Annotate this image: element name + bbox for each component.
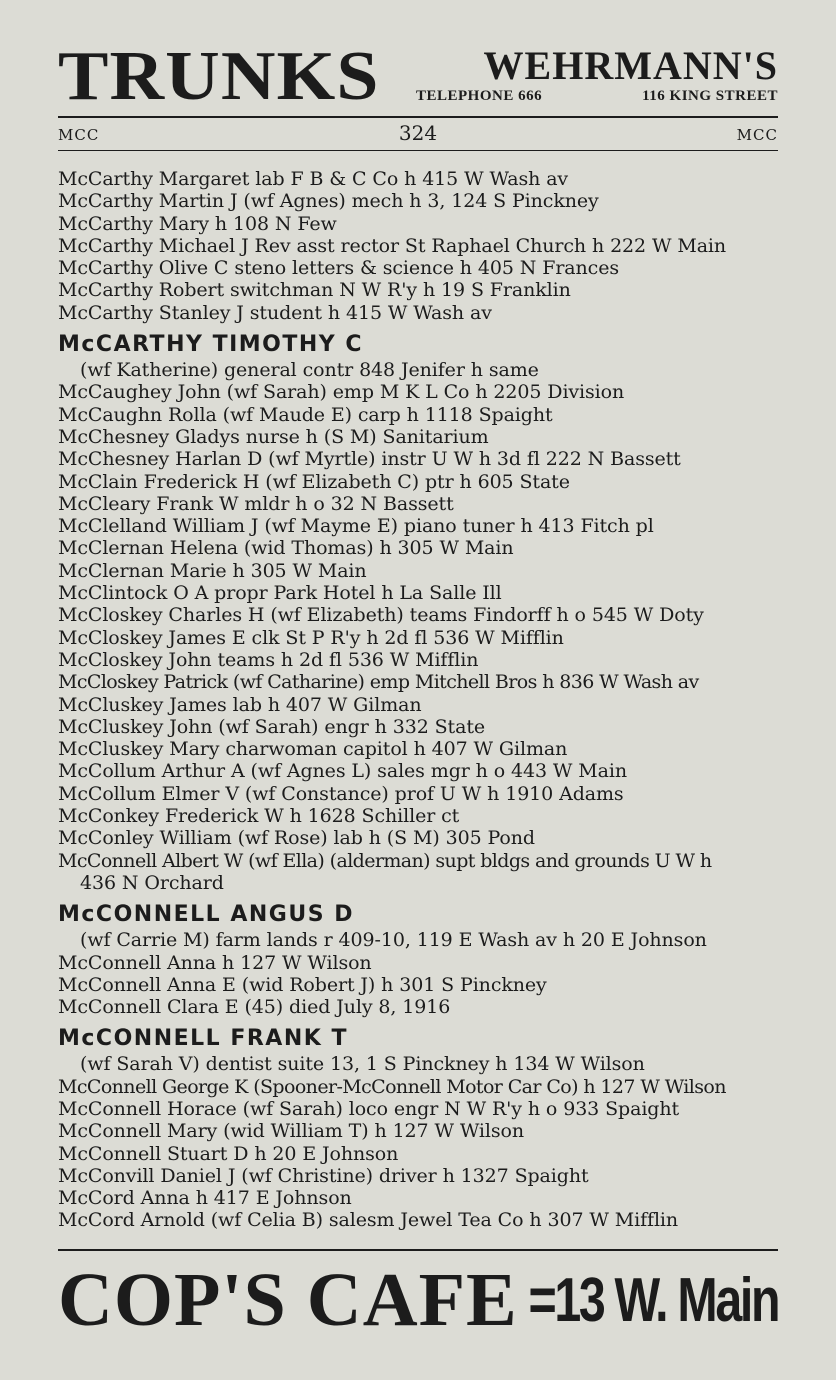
directory-entry: McCarthy Martin J (wf Agnes) mech h 3, 124 S Pinckney <box>58 190 599 213</box>
directory-entry: McCloskey Charles H (wf Elizabeth) teams Findorff h o 545 W Doty <box>58 604 704 627</box>
directory-entry: McCarthy Mary h 108 N Few <box>58 212 337 235</box>
directory-entry: McCarthy Stanley J student h 415 W Wash av <box>58 301 492 324</box>
directory-entry: McClain Frederick H (wf Elizabeth C) ptr h 605 State <box>58 470 570 493</box>
directory-entry: McConnell Clara E (45) died July 8, 1916 <box>58 996 451 1019</box>
directory-entry: McCaughn Rolla (wf Maude E) carp h 1118 Spaight <box>58 403 553 426</box>
directory-entry: McClernan Marie h 305 W Main <box>58 559 367 582</box>
footer-advertisement <box>58 1258 778 1342</box>
directory-entry: McConnell Albert W (wf Ella) (alderman) supt bldgs and grounds U W h <box>58 849 712 872</box>
directory-entry: McConnell George K (Spooner-McConnell Motor Car Co) h 127 W Wilson <box>58 1075 726 1098</box>
ad-trunks-text: TRUNKS <box>58 38 380 115</box>
running-head-left: MCC <box>58 126 100 144</box>
directory-entry: McConley William (wf Rose) lab h (S M) 305 Pond <box>58 827 535 850</box>
ad-cafe-address: =13 W. Main <box>528 1266 778 1335</box>
directory-entry: McCarthy Olive C steno letters & science h 405 N Frances <box>58 257 620 280</box>
directory-entry: McCord Anna h 417 E Johnson <box>58 1187 352 1210</box>
directory-entry: McCollum Elmer V (wf Constance) prof U W h 1910 Adams <box>58 782 624 805</box>
running-head-right: MCC <box>736 126 778 144</box>
header-rule <box>58 116 778 118</box>
directory-entry: McCord Arnold (wf Celia B) salesm Jewel Tea Co h 307 W Mifflin <box>58 1209 679 1232</box>
directory-entry: McConnell Stuart D h 20 E Johnson <box>58 1142 399 1165</box>
directory-entry: McConnell Anna h 127 W Wilson <box>58 951 372 974</box>
directory-entry: McConnell Anna E (wid Robert J) h 301 S Pinckney <box>58 973 547 996</box>
ad-street-address: 116 KING STREET <box>642 88 778 104</box>
page-number: 324 <box>398 121 438 145</box>
ad-cafe-name: COP'S CAFE <box>58 1258 518 1342</box>
directory-entry: McConnell Horace (wf Sarah) loco engr N W R'y h o 933 Spaight <box>58 1097 680 1120</box>
directory-entry: McCluskey James lab h 407 W Gilman <box>58 693 422 716</box>
directory-heading: McCARTHY TIMOTHY C <box>58 332 364 358</box>
directory-entry: McCloskey James E clk St P R'y h 2d fl 536 W Mifflin <box>58 626 564 649</box>
directory-entry: McCaughey John (wf Sarah) emp M K L Co h 2205 Division <box>58 381 625 404</box>
running-head-rule <box>58 150 778 151</box>
directory-heading: McCONNELL ANGUS D <box>58 902 354 928</box>
directory-entry-continuation: (wf Katherine) general contr 848 Jenifer h same <box>80 359 539 382</box>
directory-entry: McCloskey Patrick (wf Catharine) emp Mitchell Bros h 836 W Wash av <box>58 671 699 694</box>
directory-entry-continuation: (wf Carrie M) farm lands r 409-10, 119 E Wash av h 20 E Johnson <box>80 929 707 952</box>
directory-entry: McConvill Daniel J (wf Christine) driver h 1327 Spaight <box>58 1164 589 1187</box>
header-advertisement <box>58 38 778 115</box>
directory-entry-continuation: (wf Sarah V) dentist suite 13, 1 S Pinckney h 134 W Wilson <box>80 1053 645 1076</box>
directory-entry: McCarthy Robert switchman N W R'y h 19 S Franklin <box>58 279 571 302</box>
directory-entry: McClelland William J (wf Mayme E) piano tuner h 413 Fitch pl <box>58 515 654 538</box>
directory-entry: McCarthy Michael J Rev asst rector St Raphael Church h 222 W Main <box>58 234 727 257</box>
ad-telephone: TELEPHONE 666 <box>416 88 543 104</box>
directory-entry: McConkey Frederick W h 1628 Schiller ct <box>58 805 460 828</box>
directory-entries <box>58 168 788 1232</box>
directory-entry: McCluskey John (wf Sarah) engr h 332 State <box>58 715 485 738</box>
directory-entry: McChesney Harlan D (wf Myrtle) instr U W h 3d fl 222 N Bassett <box>58 448 681 471</box>
directory-heading: McCONNELL FRANK T <box>58 1026 348 1052</box>
directory-entry: McChesney Gladys nurse h (S M) Sanitarium <box>58 425 489 448</box>
directory-entry: McClintock O A propr Park Hotel h La Salle Ill <box>58 582 502 605</box>
directory-entry: McCleary Frank W mldr h o 32 N Bassett <box>58 492 454 515</box>
directory-entry: McCloskey John teams h 2d fl 536 W Mifflin <box>58 648 479 671</box>
directory-entry: McClernan Helena (wid Thomas) h 305 W Main <box>58 537 514 560</box>
directory-entry: McConnell Mary (wid William T) h 127 W Wilson <box>58 1120 525 1143</box>
directory-entry: McCluskey Mary charwoman capitol h 407 W Gilman <box>58 738 568 761</box>
ad-business-name: WEHRMANN'S <box>483 43 778 88</box>
directory-entry: McCollum Arthur A (wf Agnes L) sales mgr h o 443 W Main <box>58 760 627 783</box>
directory-entry: McCarthy Margaret lab F B & C Co h 415 W Wash av <box>58 168 569 190</box>
footer-rule <box>58 1249 778 1251</box>
directory-entry-continuation: 436 N Orchard <box>80 871 224 894</box>
